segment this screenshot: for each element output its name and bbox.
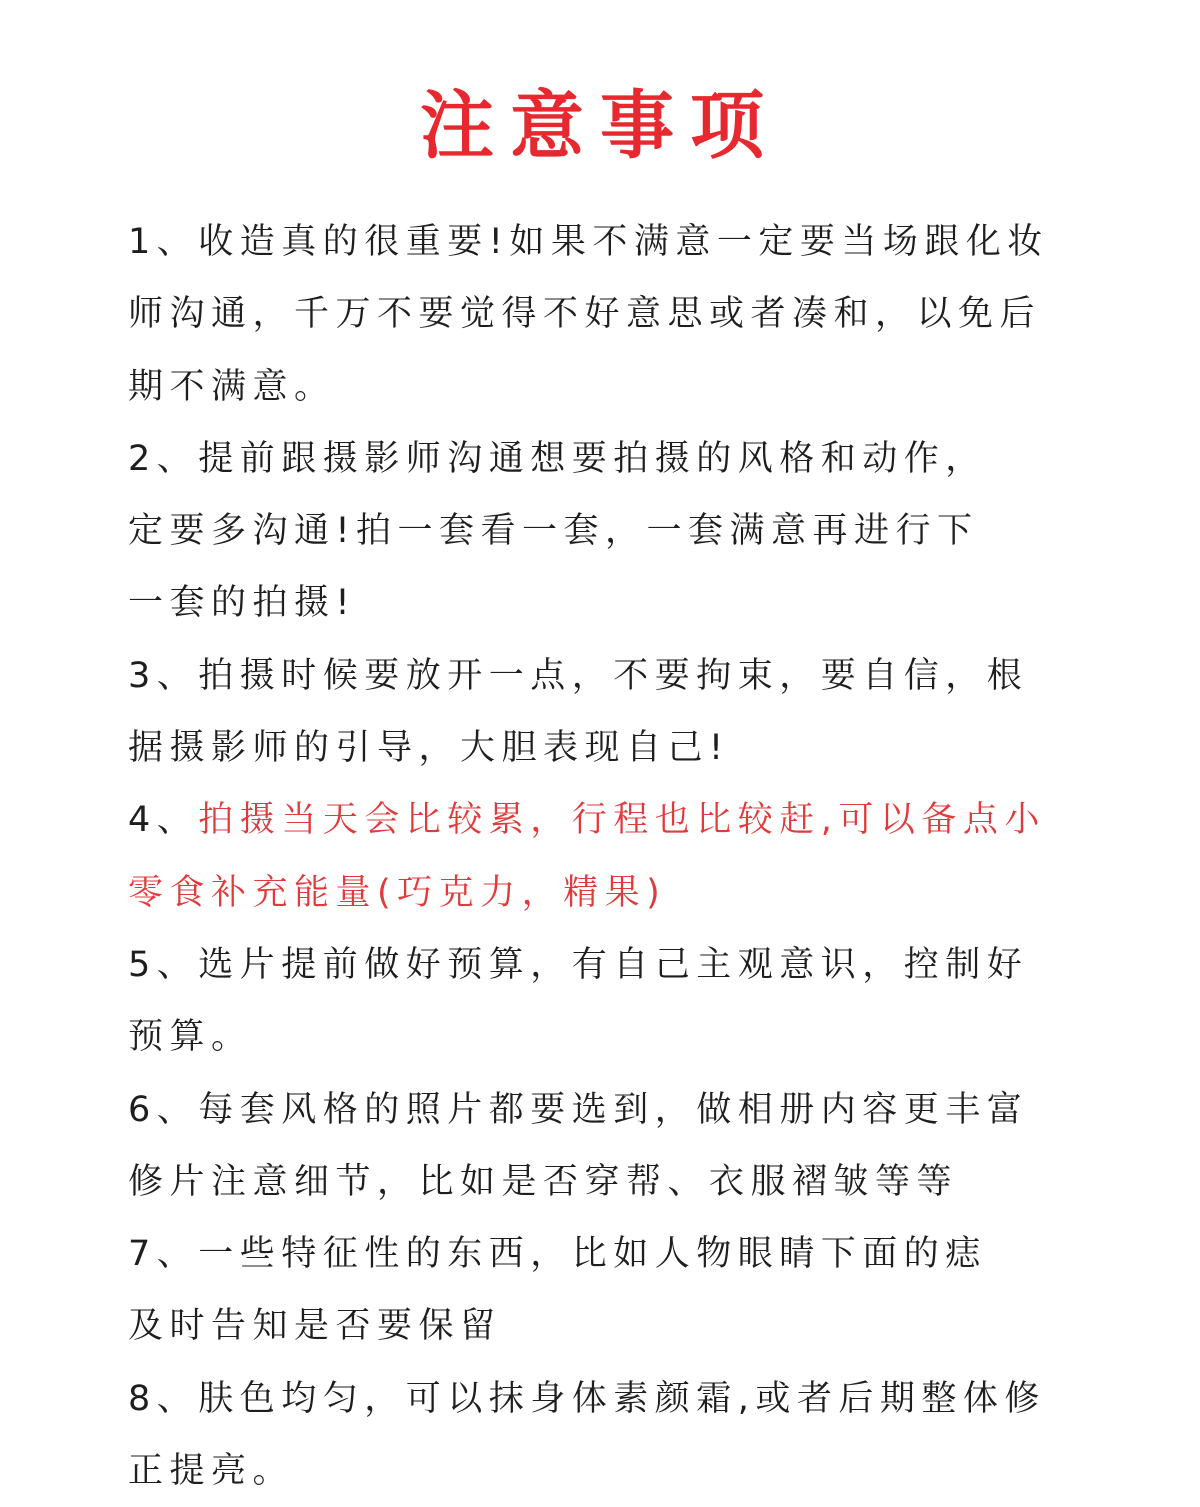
- item-text: 每套风格的照片都要选到，做相册内容更丰富: [198, 1089, 1029, 1130]
- item-text-highlight: 零食补充能量(巧克力，精果): [128, 872, 667, 913]
- item-text: 定要多沟通!拍一套看一套，一套满意再进行下: [128, 511, 979, 552]
- item-text-highlight: 拍摄当天会比较累，行程也比较赶,可以备点小: [198, 800, 1046, 841]
- item-number: 4、: [128, 800, 199, 841]
- list-item-6-line-1: [128, 1074, 1088, 1146]
- item-text: 及时告知是否要保留: [128, 1306, 502, 1347]
- item-number: 3、: [128, 655, 199, 696]
- list-item-2-line-3: [128, 567, 1088, 639]
- item-number: 5、: [128, 944, 199, 985]
- list-item-1-line-3: [128, 351, 1088, 423]
- item-text: 收造真的很重要!如果不满意一定要当场跟化妆: [198, 222, 1049, 262]
- list-item-5-line-1: [128, 929, 1088, 1001]
- list-item-5-line-2: [128, 1001, 1088, 1073]
- item-text: 据摄影师的引导，大胆表现自己!: [128, 728, 730, 769]
- notes-list: [128, 206, 1088, 1507]
- list-item-4-line-2: [128, 857, 1088, 929]
- page-title: 注意事项: [420, 83, 780, 169]
- item-text: 拍摄时候要放开一点，不要拘束，要自信，根: [198, 655, 1029, 696]
- item-text: 一套的拍摄!: [128, 583, 357, 624]
- item-text: 选片提前做好预算，有自己主观意识，控制好: [198, 944, 1029, 985]
- list-item-6-line-2: [128, 1146, 1088, 1218]
- item-number: 2、: [128, 438, 199, 479]
- item-text: 期不满意。: [128, 366, 336, 407]
- list-item-7-line-1: [128, 1218, 1088, 1290]
- list-item-3-line-1: [128, 640, 1088, 712]
- item-number: 6、: [128, 1089, 199, 1130]
- item-text: 师沟通，千万不要觉得不好意思或者凑和，以免后: [128, 294, 1042, 335]
- list-item-2-line-2: [128, 495, 1088, 567]
- list-item-8-line-1: [128, 1363, 1088, 1435]
- item-number: 8、: [128, 1378, 199, 1419]
- list-item-7-line-2: [128, 1290, 1088, 1362]
- list-item-2-line-1: [128, 423, 1088, 495]
- item-number: 7、: [128, 1234, 199, 1275]
- list-item-1-line-2: [128, 278, 1088, 350]
- item-text: 肤色均匀，可以抹身体素颜霜,或者后期整体修: [198, 1378, 1046, 1419]
- list-item-1-line-1: [128, 206, 1088, 278]
- item-number: 1、: [128, 222, 199, 262]
- list-item-4-line-1: [128, 784, 1088, 856]
- item-text: 修片注意细节，比如是否穿帮、衣服褶皱等等: [128, 1161, 959, 1202]
- list-item-3-line-2: [128, 712, 1088, 784]
- list-item-8-line-2: [128, 1435, 1088, 1507]
- item-text: 提前跟摄影师沟通想要拍摄的风格和动作，: [198, 438, 987, 479]
- item-text: 正提亮。: [128, 1451, 295, 1492]
- item-text: 预算。: [128, 1017, 253, 1058]
- item-text: 一些特征性的东西，比如人物眼睛下面的痣: [198, 1234, 987, 1275]
